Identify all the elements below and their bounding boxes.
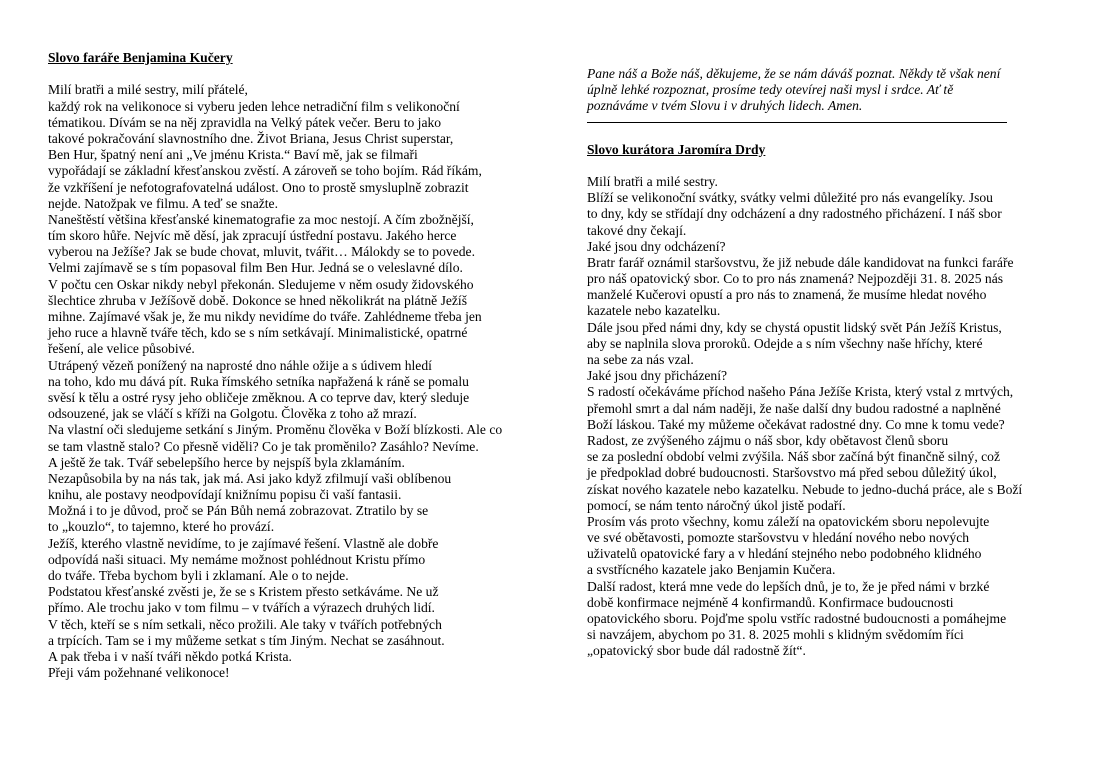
text-line: Jaké jsou dny přicházení? — [587, 368, 728, 384]
text-line: Bratr farář oznámil staršovstvu, že již nebude dále kandidovat na funkci faráře — [587, 254, 1014, 270]
text-line: do tváře. Třeba bychom byli i zklamaní. Ale o to nejde. — [48, 568, 349, 583]
curator-article-body — [587, 174, 1057, 660]
text-line: V počtu cen Oskar nikdy nebyl překonán. Sledujeme v něm osudy židovského — [48, 276, 474, 292]
text-line: opatovického sboru. Pojďme spolu vstříc radostné budoucnosti a pomáhejme — [587, 611, 1007, 626]
text-line: tím skoro hůře. Nejvíc mě děsí, jak zpracují ústřední postavu. Jakého herce — [48, 228, 457, 244]
text-line: poznáváme v tvém Slovu i v druhých lidech. Amen. — [587, 98, 863, 114]
text-line: Možná i to je důvod, proč se Pán Bůh nemá zobrazovat. Ztratilo by se — [48, 503, 429, 519]
text-line: Boží láskou. Také my můžeme očekávat radostné dny. Co mne k tomu vede? — [587, 416, 1005, 432]
text-line: mihne. Zajímavé však je, že mu nikdy nevidíme do tváře. Zahlédneme třeba jen — [48, 309, 482, 324]
text-line: získat nového kazatele nebo kazatelku. Nebude to jedno-duchá práce, ale s Boží — [587, 481, 1023, 497]
text-line: odpovídá naši situaci. My nemáme možnost pohlédnout Kristu přímo — [48, 551, 426, 567]
text-line: Milí bratři a milé sestry. — [587, 173, 718, 189]
text-line: uživatelů opatovické fary a v hledání stejného nebo podobného klidného — [587, 546, 982, 562]
text-line: si navzájem, abychom po 31. 8. 2025 mohli s klidným svědomím říci — [587, 627, 964, 643]
text-line: Blíží se velikonoční svátky, svátky velmi důležité pro nás evangelíky. Jsou — [587, 190, 993, 206]
text-line: na sebe za nás vzal. — [587, 352, 694, 367]
text-line: Další radost, která mne vede do lepších dnů, je to, že je před námi v brzké — [587, 578, 990, 594]
text-line: V těch, kteří se s ním setkali, něco prožili. Ale taky v tvářích potřebných — [48, 616, 442, 632]
text-line: tématikou. Dívám se na něj zpravidla na Velký pátek večer. Beru to jako — [48, 114, 442, 130]
text-line: úplně lehké rozpoznat, prosíme tedy otevírej naši mysl i srdce. Ať tě — [587, 82, 954, 98]
text-line: Radost, ze zvýšeného zájmu o náš sbor, kdy obětavost členů sboru — [587, 432, 949, 448]
text-line: aby se naplnila slova proroků. Odejde a s ním všechny naše hříchy, které — [587, 335, 983, 351]
text-line: době konfirmace nejméně 4 konfirmandů. Konfirmace budoucnosti — [587, 594, 954, 610]
text-line: „opatovický sbor bude dál radostně žít“. — [587, 643, 806, 659]
text-line: Naneštěstí většina křesťanské kinematografie za moc nestojí. A čím zbožnější, — [48, 211, 474, 227]
text-line: přímo. Ale trochu jako v tom filmu – v tvářích a výrazech druhých lidí. — [48, 600, 435, 616]
text-line: takové dny čekají. — [587, 222, 687, 238]
text-line: Pane náš a Bože náš, děkujeme, že se nám dáváš poznat. Někdy tě však není — [587, 66, 1001, 81]
text-line: knihu, ale postavy neodpovídají knižnímu popisu či vaší fantasii. — [48, 487, 402, 503]
right-column — [587, 66, 1057, 660]
text-line: Utrápený vězeň ponížený na naprosté dno náhle ožije a s údivem hledí — [48, 357, 432, 373]
text-line: pomocí, se nám tento náročný úkol jistě podaří. — [587, 497, 846, 513]
text-line: to dny, kdy se střídají dny odcházení a dny radostného přicházení. I náš sbor — [587, 206, 1002, 222]
text-line: přemohl smrt a dal nám naději, že naše další dny budou radostné a naplněné — [587, 400, 1001, 416]
text-line: Podstatou křesťanské zvěsti je, že se s Kristem přesto setkáváme. Ne už — [48, 584, 439, 600]
text-line: na toho, kdo mu dává pít. Ruka římského setníka napřažená k ráně se pomalu — [48, 373, 469, 389]
pastor-article-title: Slovo faráře Benjamina Kučery — [48, 50, 233, 65]
spacer — [587, 158, 1057, 174]
text-line: je předpoklad dobré budoucnosti. Staršovstvo má před sebou důležitý úkol, — [587, 465, 997, 481]
left-column — [48, 50, 550, 681]
text-line: a trpících. Tam se i my můžeme setkat s tím Jiným. Nechat se zasáhnout. — [48, 632, 445, 648]
text-line: řešení, ale velice působivé. — [48, 341, 195, 357]
text-line: Milí bratři a milé sestry, milí přátelé, — [48, 82, 248, 98]
text-line: nejde. Natožpak ve filmu. A teď se snažte. — [48, 195, 278, 211]
text-line: pro náš opatovický sbor. Co to pro nás znamená? Nejpozději 31. 8. 2025 nás — [587, 271, 1004, 287]
prayer-text — [587, 66, 1057, 115]
text-line: ve své obětavosti, pomozte staršovstvu v hledání nového nebo nových — [587, 530, 970, 546]
text-line: každý rok na velikonoce si vyberu jeden lehce netradiční film s velikonoční — [48, 98, 460, 114]
pastor-article-body — [48, 82, 550, 681]
text-line: odsouzené, jak se vláčí s kříži na Golgotu. Člověka z toho až mrazí. — [48, 406, 417, 422]
text-line: Ben Hur, špatný není ani „Ve jménu Krista.“ Baví mě, jak se filmaři — [48, 147, 418, 163]
text-line: vypořádají se základní křesťanskou zvěstí. A zároveň se toho bojím. Rád říkám, — [48, 163, 482, 179]
text-line: kazatele nebo kazatelku. — [587, 303, 721, 319]
text-line: jeho ruce a hlavně tváře těch, kdo se s ním setkávají. Minimalistické, opatrné — [48, 325, 468, 341]
text-line: vyberou na Ježíše? Jak se bude chovat, mluvit, tvářit… Málokdy se to povede. — [48, 244, 475, 260]
text-line: A ještě že tak. Tvář sebelepšího herce by nejspíš byla zklamáním. — [48, 454, 405, 470]
text-line: Dále jsou před námi dny, kdy se chystá opustit lidský svět Pán Ježíš Kristus, — [587, 319, 1002, 335]
text-line: A pak třeba i v naší tváři někdo potká Krista. — [48, 648, 292, 664]
text-line: Prosím vás proto všechny, komu záleží na opatovickém sboru nepolevujte — [587, 513, 990, 529]
text-line: svěsí k tělu a ostré rysy jeho obličeje změknou. A co teprve dav, který sleduje — [48, 389, 470, 405]
curator-article-title: Slovo kurátora Jaromíra Drdy — [587, 141, 766, 157]
spacer — [48, 66, 550, 82]
section-divider — [587, 122, 1007, 123]
text-line: šlechtice zhruba v Ježíšově době. Dokonce se hned několikrát na plátně Ježíš — [48, 292, 467, 308]
text-line: že vzkříšení je nefotografovatelná událost. Ono to prostě smysluplně zobrazit — [48, 179, 469, 195]
text-line: S radostí očekáváme příchod našeho Pána Ježíše Krista, který vstal z mrtvých, — [587, 384, 1014, 400]
text-line: to „kouzlo“, to tajemno, které ho provází. — [48, 519, 275, 535]
text-line: Nezapůsobila by na nás tak, jak má. Asi jako když zfilmují vaši oblíbenou — [48, 470, 452, 486]
text-line: takové pokračování slavnostního dne. Život Briana, Jesus Christ superstar, — [48, 130, 454, 146]
text-line: Jaké jsou dny odcházení? — [587, 238, 726, 254]
text-line: Přeji vám požehnané velikonoce! — [48, 665, 230, 681]
text-line: Velmi zajímavě se s tím popasoval film Ben Hur. Jedná se o veleslavné dílo. — [48, 260, 463, 276]
text-line: Ježíš, kterého vlastně nevidíme, to je zajímavé řešení. Vlastně ale dobře — [48, 535, 439, 551]
text-line: a svstřícného kazatele jako Benjamin Kučera. — [587, 562, 836, 578]
text-line: se tam vlastně stalo? Co přesně viděli? Co je tak proměnilo? Zasáhlo? Nevíme. — [48, 438, 479, 454]
text-line: Na vlastní oči sledujeme setkání s Jiným. Proměnu člověka v Boží blízkosti. Ale co — [48, 422, 503, 438]
text-line: manželé Kučerovi opustí a pro nás to znamená, že musíme hledat nového — [587, 287, 987, 303]
text-line: se za poslední období velmi zvýšila. Náš sbor začíná být finančně silný, což — [587, 449, 1000, 465]
